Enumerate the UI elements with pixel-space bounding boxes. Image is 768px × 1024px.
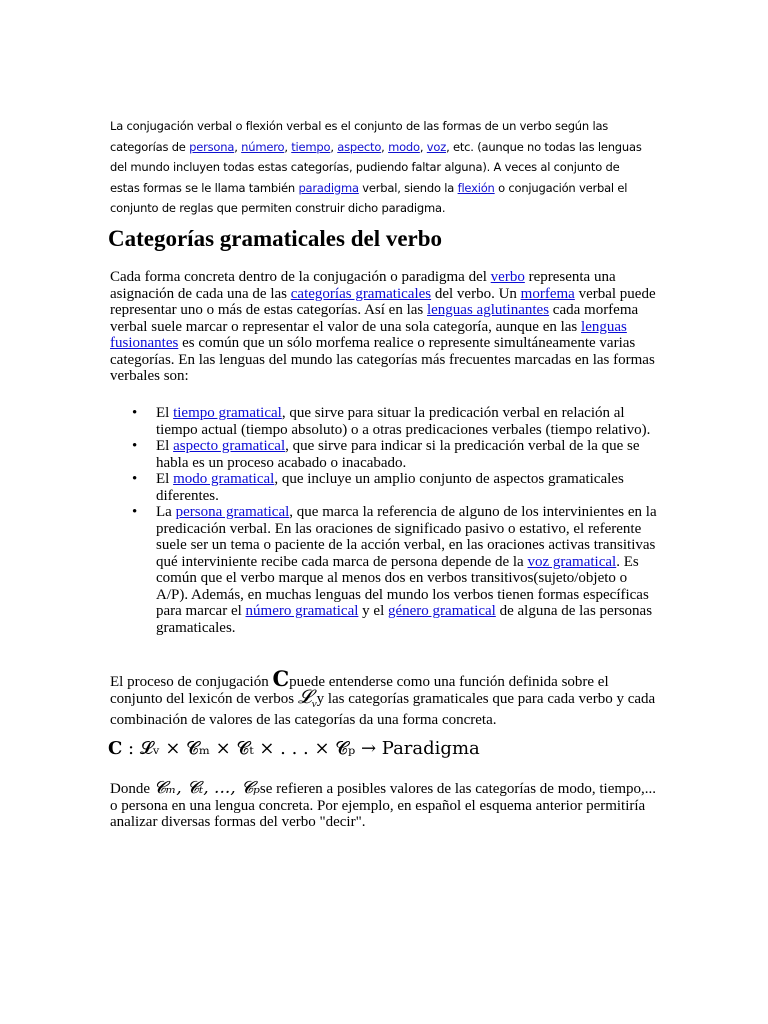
- link-modo-gramatical[interactable]: modo gramatical: [173, 471, 275, 487]
- categories-list: [110, 405, 662, 636]
- math-symbol-lv: 𝓛: [297, 685, 312, 708]
- paragraph-text: del verbo. Un: [431, 285, 521, 302]
- categories-paragraph: [110, 269, 662, 385]
- conjugation-paragraph: [110, 666, 662, 729]
- sep: ,: [234, 139, 242, 154]
- intro-text: verbal, siendo la: [358, 180, 458, 195]
- paragraph-text: representa una asignación de cada una de las: [110, 269, 616, 302]
- link-aspecto[interactable]: aspecto: [337, 139, 382, 154]
- intro-text: o conjugación verbal el conjunto de reglas que permiten construir dicho paradigma.: [110, 180, 628, 215]
- link-aspecto-gramatical[interactable]: aspecto gramatical: [173, 438, 286, 454]
- list-text: . Es común que el verbo marque al menos dos en verbos transitivos(sujeto/objeto o A/P). Además, en muchas lenguas del mundo los verbos tienen formas específicas para marcar el: [156, 553, 649, 619]
- list-text: El: [156, 471, 174, 487]
- list-item-persona: [110, 504, 662, 636]
- link-numero-gramatical[interactable]: número gramatical: [245, 603, 359, 619]
- sep: ,: [419, 139, 427, 154]
- link-verbo[interactable]: verbo: [490, 269, 525, 285]
- link-flexion[interactable]: flexión: [457, 180, 495, 195]
- intro-text: La conjugación verbal o flexión verbal es el conjunto de las formas de un verbo según las categorías de: [110, 119, 609, 154]
- math-subscript: v: [311, 697, 317, 710]
- donde-paragraph: [110, 780, 662, 831]
- list-item-modo: [110, 471, 662, 504]
- list-text: , que sirve para indicar si la predicación verbal de la que se habla es un proceso acabado o inacabado.: [156, 438, 640, 471]
- link-persona[interactable]: persona: [189, 139, 235, 154]
- link-genero-gramatical[interactable]: género gramatical: [387, 603, 496, 619]
- list-text: y el: [358, 603, 388, 619]
- paragraph-text: cada morfema verbal suele marcar o representar el valor de una sola categoría, aunque en las: [110, 302, 639, 335]
- link-morfema[interactable]: morfema: [520, 285, 575, 302]
- math-symbol-c: C: [272, 666, 290, 691]
- bullet-icon: •: [132, 405, 138, 421]
- sep: ,: [381, 139, 389, 154]
- intro-paragraph: [110, 116, 650, 219]
- list-text: de alguna de las personas gramaticales.: [156, 603, 653, 636]
- conjugation-formula: [108, 738, 480, 759]
- list-text: El: [156, 405, 174, 421]
- bullet-icon: •: [132, 471, 138, 487]
- link-tiempo-gramatical[interactable]: tiempo gramatical: [173, 405, 282, 421]
- section-heading: Categorías gramaticales del verbo: [108, 226, 443, 251]
- link-paradigma[interactable]: paradigma: [298, 180, 359, 195]
- formula-c: C: [108, 738, 123, 759]
- sep: ,: [284, 139, 292, 154]
- intro-text: , etc. (aunque no todas las lenguas del mundo incluyen todas estas categorías, pudiendo faltar alguna). A veces al conjunto de estas formas se le llama también: [110, 139, 642, 195]
- link-lenguas-aglutinantes[interactable]: lenguas aglutinantes: [426, 302, 550, 318]
- formula-rest: : 𝓛ᵥ × 𝓒ₘ × 𝓒ₜ × . . . × 𝓒ₚ → Paradigma: [122, 738, 480, 759]
- list-item-aspecto: [110, 438, 662, 471]
- paragraph-text: se refieren a posibles valores de las categorías de modo, tiempo,... o persona en una lengua concreta. Por ejemplo, en español el esquema anterior permitiría analizar diversas formas del verbo "decir".: [110, 781, 657, 830]
- link-modo[interactable]: modo: [388, 139, 420, 154]
- bullet-icon: •: [132, 504, 138, 520]
- list-text: El: [156, 438, 174, 454]
- bullet-icon: •: [132, 438, 138, 454]
- list-text: , que marca la referencia de alguno de los intervinientes en la predicación verbal. En las oraciones de significado pasivo o estativo, el referente suele ser un tema o paciente de la acción verbal, en las oraciones activas transitivas qué interviniente recibe cada marca de persona depende de la: [156, 504, 657, 570]
- list-text: La: [156, 504, 176, 520]
- paragraph-text: puede entenderse como una función definida sobre el conjunto del lexicón de verbos: [110, 674, 609, 707]
- list-text: , que sirve para situar la predicación verbal en relación al tiempo actual (tiempo absoluto) o a otras predicaciones verbales (tiempo relativo).: [156, 405, 651, 438]
- paragraph-text: Donde: [110, 781, 154, 797]
- list-text: , que incluye un amplio conjunto de aspectos gramaticales diferentes.: [156, 471, 624, 504]
- paragraph-text: verbal puede representar uno o más de estas categorías. Así en las: [110, 285, 656, 318]
- paragraph-text: es común que un sólo morfema realice o represente simultáneamente varias categorías. En las lenguas del mundo las categorías más frecuentes marcadas en las formas verbales son:: [110, 335, 655, 384]
- link-voz[interactable]: voz: [426, 139, 447, 154]
- link-tiempo[interactable]: tiempo: [291, 139, 331, 154]
- list-item-tiempo: [110, 405, 662, 438]
- link-voz-gramatical[interactable]: voz gramatical: [527, 553, 617, 570]
- paragraph-text: y las categorías gramaticales que para cada verbo y cada combinación de valores de las categorías da una forma concreta.: [110, 690, 656, 728]
- sep: ,: [330, 139, 338, 154]
- link-lenguas-fusionantes[interactable]: lenguas fusionantes: [110, 318, 627, 351]
- paragraph-text: El proceso de conjugación: [110, 674, 273, 690]
- link-numero[interactable]: número: [241, 139, 285, 154]
- link-categorias-gramaticales[interactable]: categorías gramaticales: [290, 285, 432, 302]
- link-persona-gramatical[interactable]: persona gramatical: [175, 504, 290, 520]
- paragraph-text: Cada forma concreta dentro de la conjugación o paradigma del: [110, 269, 491, 285]
- math-symbols: 𝓒ₘ, 𝓒ₜ, ..., 𝓒ₚ: [153, 778, 260, 798]
